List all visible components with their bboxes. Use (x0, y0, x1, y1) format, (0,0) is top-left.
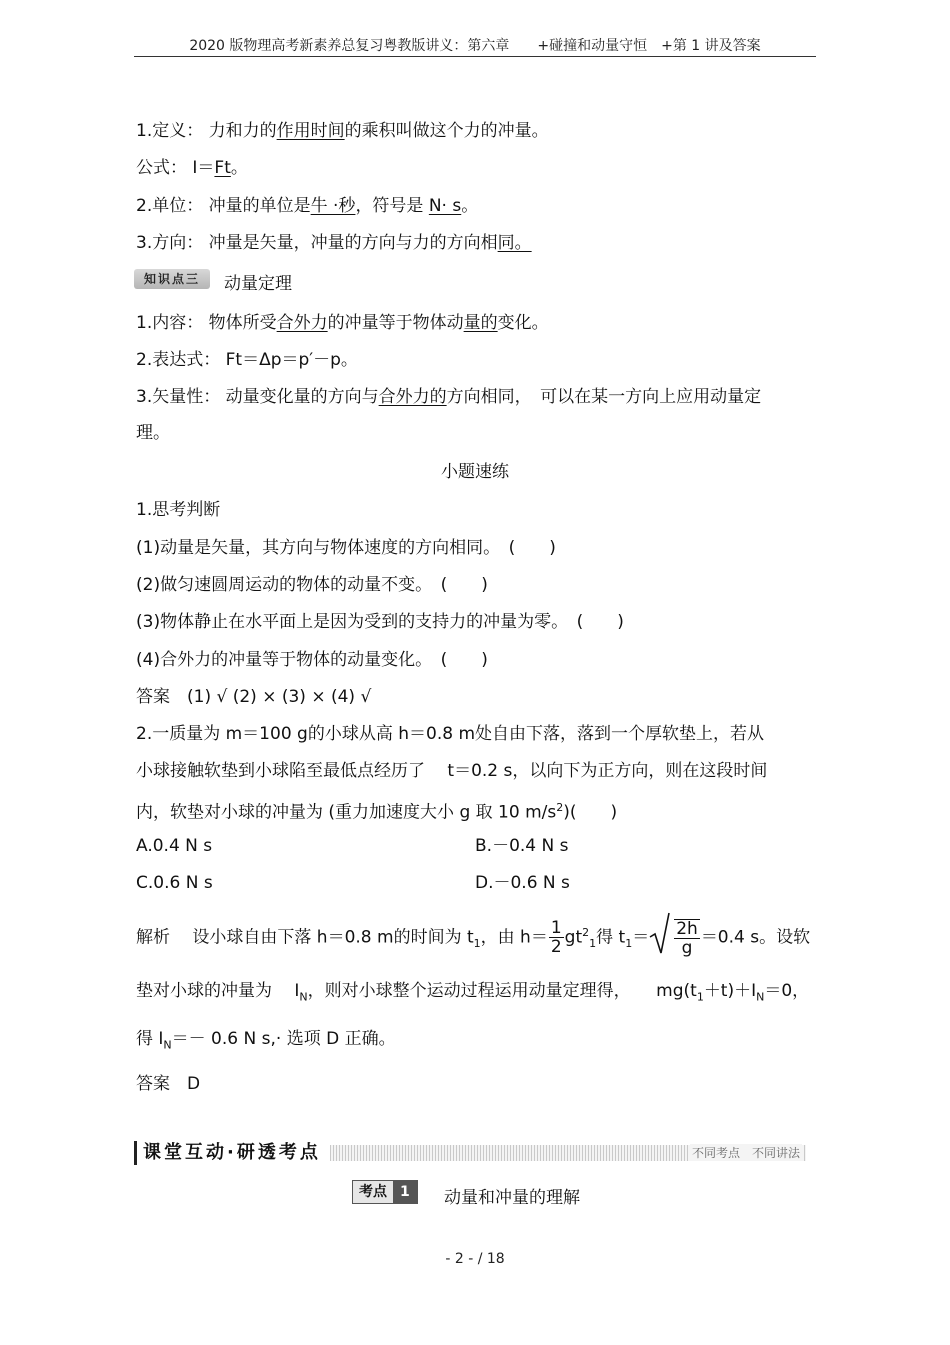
practice-title: 小题速练 (441, 462, 509, 482)
option-b: B.－0.4 N s (475, 836, 569, 856)
q2-stem: 内，软垫对小球的冲量为 (重力加速度大小 g 取 10 $m/s^2$)( ) (136, 801, 618, 823)
banner-tags: 不同考点 不同讲法 (691, 1146, 800, 1160)
theorem-vector-cont: 理。 (136, 423, 170, 443)
section-banner (134, 1141, 806, 1165)
kaodian-label: 考点 (353, 1181, 393, 1203)
q1-item: (4)合外力的冲量等于物体的动量变化。 ( ) (136, 650, 488, 670)
q2-stem: 2.一质量为 m＝100 g的小球从高 h＝0.8 m处自由下落，落到一个厚软垫上，若从 (136, 724, 765, 744)
fraction-half: $\frac{1}{2}$ (550, 918, 562, 958)
kaodian-badge (352, 1180, 418, 1204)
theorem-expression: 2.表达式： Ft＝Δp＝p′－p。 (136, 350, 358, 370)
kaodian-number: 1 (393, 1181, 417, 1203)
section-title: 动量定理 (224, 274, 292, 294)
q1-item: (2)做匀速圆周运动的物体的动量不变。 ( ) (136, 575, 488, 595)
theorem-content: 1.内容： 物体所受合外力的冲量等于物体动量的变化。 (136, 313, 549, 333)
option-d: D.－0.6 N s (475, 873, 570, 893)
impulse-formula: 公式： I＝Ft。 (136, 158, 248, 178)
solution-line-2: 垫对小球的冲量为 $I_N$，则对小球整个运动过程运用动量定理得， $mg(t_1+t)+I_N=0$， (136, 981, 810, 1004)
theorem-vector: 3.矢量性： 动量变化量的方向与合外力的方向相同， 可以在某一方向上应用动量定 (136, 387, 762, 407)
sqrt-symbol: $\frac{2h}{g}$ (649, 915, 701, 961)
impulse-definition: 1.定义： 力和力的作用时间的乘积叫做这个力的冲量。 (136, 121, 549, 141)
impulse-unit: 2.单位： 冲量的单位是牛 ·秒，符号是 N· s。 (136, 196, 479, 216)
q1-answer: 答案 (1) √ (2) × (3) × (4) √ (136, 687, 372, 707)
banner-title: 课堂互动·研透考点 (134, 1141, 329, 1165)
kaodian-title: 动量和冲量的理解 (444, 1188, 580, 1208)
q2-answer: 答案 D (136, 1074, 201, 1094)
impulse-direction: 3.方向： 冲量是矢量，冲量的方向与力的方向相同。 (136, 233, 532, 253)
solution-line-3: 得 $I_N=- 0.6$ N s,· 选项 D 正确。 (136, 1029, 396, 1052)
option-a: A.0.4 N s (136, 836, 213, 856)
q1-item: (1)动量是矢量，其方向与物体速度的方向相同。 ( ) (136, 538, 556, 558)
solution-line-1: 解析 设小球自由下落 h＝0.8 m的时间为 $t_1$，由 h＝ $\frac{1}{2}$ $gt^2_1$得 $t_1=$ $\frac{2h}{g}$ ＝0.4 s。设软 (136, 910, 810, 956)
page-header: 2020 版物理高考新素养总复习粤教版讲义：第六章 +碰撞和动量守恒 +第 1 讲及答案 (134, 36, 816, 57)
option-c: C.0.6 N s (136, 873, 213, 893)
page-number: - 2 - / 18 (445, 1251, 505, 1267)
q2-stem: 小球接触软垫到小球陷至最低点经历了 t＝0.2 s，以向下为正方向，则在这段时间 (136, 761, 768, 781)
knowledge-point-badge: 知识点三 (134, 269, 210, 289)
q1-title: 1.思考判断 (136, 500, 221, 520)
q1-item: (3)物体静止在水平面上是因为受到的支持力的冲量为零。 ( ) (136, 612, 624, 632)
